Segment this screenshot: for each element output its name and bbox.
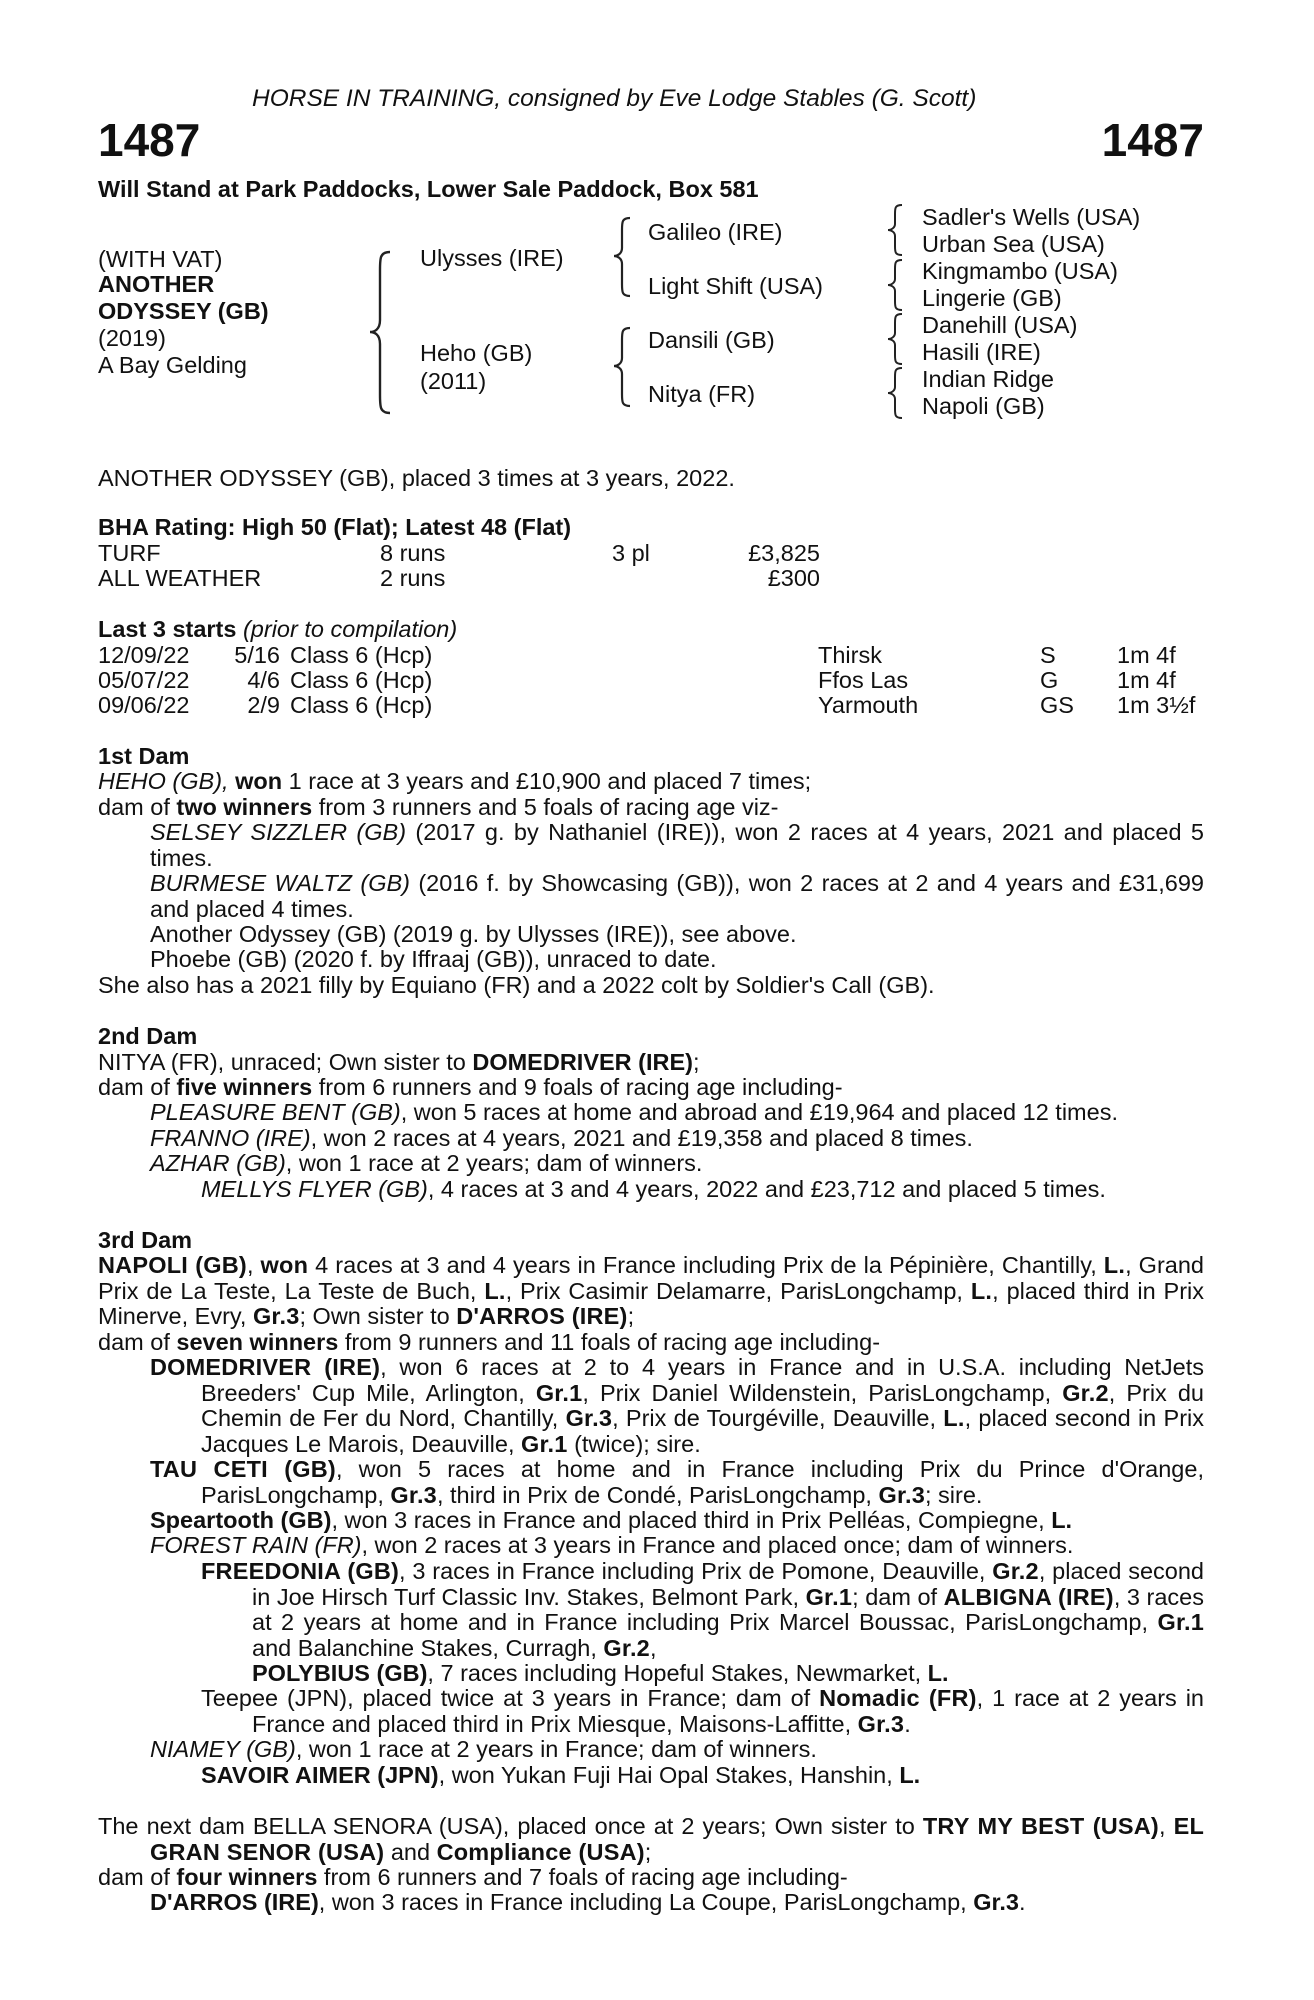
consignor-line: HORSE IN TRAINING, consigned by Eve Lodge Stables (G. Scott) bbox=[252, 85, 977, 112]
sire-dam-dam: Lingerie (GB) bbox=[922, 285, 1062, 311]
rating-surface: TURF bbox=[98, 540, 161, 566]
third-dam-produce-line: dam of seven winners from 9 runners and 11 foals of racing age including- bbox=[98, 1329, 881, 1355]
race-summary: ANOTHER ODYSSEY (GB), placed 3 times at 3 years, 2022. bbox=[98, 465, 735, 491]
brace-nitya bbox=[886, 366, 908, 420]
start-date: 05/07/22 bbox=[98, 667, 190, 693]
brace-galileo bbox=[886, 203, 908, 257]
produce-phoebe: Phoebe (GB) (2020 f. by Iffraaj (GB)), unraced to date. bbox=[150, 946, 717, 972]
last-starts-title: Last 3 starts bbox=[98, 616, 237, 642]
produce-freedonia: FREEDONIA (GB), 3 races in France including Prix de Pomone, Deauville, Gr.2, placed second in Joe Hirsch Turf Classic Inv. Stakes, Belmont Park, Gr.1; dam of ALBIGNA (IRE), 3 races at 2 years at home and in France including Prix Marcel Boussac, ParisLongchamp, Gr.1 and Balanchine Stakes, Curragh, Gr.2, bbox=[201, 1558, 1204, 1661]
produce-teepee: Teepee (JPN), placed twice at 3 years in France; dam of Nomadic (FR), 1 race at 2 years in France and placed third in Prix Miesque, Maisons-Laffitte, Gr.3. bbox=[201, 1685, 1204, 1737]
last-starts-heading bbox=[98, 617, 457, 643]
start-course: Thirsk bbox=[818, 642, 882, 668]
produce-another-odyssey: Another Odyssey (GB) (2019 g. by Ulysses (IRE)), see above. bbox=[150, 921, 797, 947]
dam: Heho (GB) bbox=[420, 340, 533, 366]
dam-sire-dam: Hasili (IRE) bbox=[922, 339, 1041, 365]
dam-sire-sire: Danehill (USA) bbox=[922, 312, 1078, 338]
produce-azhar: AZHAR (GB), won 1 race at 2 years; dam of winners. bbox=[150, 1150, 703, 1176]
dam-sire: Dansili (GB) bbox=[648, 327, 775, 353]
start-position: 4/6 bbox=[247, 667, 280, 693]
start-going: G bbox=[1040, 667, 1059, 693]
start-course: Yarmouth bbox=[818, 692, 919, 718]
lot-number-right: 1487 bbox=[1101, 114, 1204, 166]
second-dam-title: 2nd Dam bbox=[98, 1023, 198, 1049]
start-class: Class 6 (Hcp) bbox=[290, 692, 433, 718]
sire-sire: Galileo (IRE) bbox=[648, 219, 783, 245]
brace-dam-side bbox=[612, 326, 636, 408]
third-dam-title: 3rd Dam bbox=[98, 1227, 193, 1253]
start-class: Class 6 (Hcp) bbox=[290, 667, 433, 693]
next-dam-produce-line: dam of four winners from 6 runners and 7 foals of racing age including- bbox=[98, 1864, 848, 1890]
dam-dam: Nitya (FR) bbox=[648, 381, 756, 407]
stand-location: Will Stand at Park Paddocks, Lower Sale Paddock, Box 581 bbox=[98, 176, 759, 202]
rating-placed: 3 pl bbox=[612, 540, 650, 566]
produce-speartooth: Speartooth (GB), won 3 races in France and placed third in Prix Pelléas, Compiegne, L. bbox=[150, 1507, 1073, 1533]
first-dam-line: HEHO (GB), won 1 race at 3 years and £10,900 and placed 7 times; bbox=[98, 768, 812, 794]
third-dam-napoli: NAPOLI (GB), won 4 races at 3 and 4 years in France including Prix de la Pépinière, Chantilly, L., Grand Prix de La Teste, La Teste de Buch, L., Prix Casimir Delamarre, ParisLongchamp, L., placed third in Prix Minerve, Evry, Gr.3; Own sister to D'ARROS (IRE); bbox=[98, 1252, 1205, 1329]
produce-franno: FRANNO (IRE), won 2 races at 4 years, 2021 and £19,358 and placed 8 times. bbox=[150, 1125, 973, 1151]
produce-mellys-flyer: MELLYS FLYER (GB), 4 races at 3 and 4 years, 2022 and £23,712 and placed 5 times. bbox=[201, 1176, 1106, 1202]
first-dam-title: 1st Dam bbox=[98, 743, 190, 769]
horse-name-line1: ANOTHER bbox=[98, 271, 215, 297]
produce-selsey-sizzler: SELSEY SIZZLER (GB) (2017 g. by Nathaniel (IRE)), won 2 races at 4 years, 2021 and placed 5 times. bbox=[150, 819, 1204, 871]
lot-number-left: 1487 bbox=[98, 114, 201, 166]
produce-polybius: POLYBIUS (GB), 7 races including Hopeful Stakes, Newmarket, L. bbox=[252, 1660, 949, 1686]
start-going: GS bbox=[1040, 692, 1074, 718]
rating-runs: 8 runs bbox=[380, 540, 446, 566]
brace-sire-side bbox=[612, 216, 636, 298]
start-class: Class 6 (Hcp) bbox=[290, 642, 433, 668]
start-distance: 1m 3½f bbox=[1117, 692, 1196, 718]
first-dam-other-produce: She also has a 2021 filly by Equiano (FR) and a 2022 colt by Soldier's Call (GB). bbox=[98, 972, 935, 998]
brace-dansili bbox=[886, 312, 908, 366]
start-distance: 1m 4f bbox=[1117, 667, 1176, 693]
horse-year: (2019) bbox=[98, 325, 166, 351]
vat-note: (WITH VAT) bbox=[98, 246, 223, 272]
rating-earnings: £3,825 bbox=[748, 540, 820, 566]
horse-name-line2: ODYSSEY (GB) bbox=[98, 298, 269, 324]
sire-sire-sire: Sadler's Wells (USA) bbox=[922, 204, 1141, 230]
produce-savoir-aimer: SAVOIR AIMER (JPN), won Yukan Fuji Hai Opal Stakes, Hanshin, L. bbox=[201, 1762, 921, 1788]
next-dam-bella-senora: The next dam BELLA SENORA (USA), placed once at 2 years; Own sister to TRY MY BEST (USA), EL GRAN SENOR (USA) and Compliance (USA); bbox=[98, 1813, 1205, 1865]
first-dam-produce-line: dam of two winners from 3 runners and 5 foals of racing age viz- bbox=[98, 794, 779, 820]
produce-pleasure-bent: PLEASURE BENT (GB), won 5 races at home and abroad and £19,964 and placed 12 times. bbox=[150, 1099, 1118, 1125]
bha-rating-title: BHA Rating: High 50 (Flat); Latest 48 (Flat) bbox=[98, 514, 572, 540]
dam-year: (2011) bbox=[420, 368, 487, 394]
sire: Ulysses (IRE) bbox=[420, 245, 564, 271]
sire-sire-dam: Urban Sea (USA) bbox=[922, 231, 1105, 257]
start-position: 2/9 bbox=[247, 692, 280, 718]
sire-dam: Light Shift (USA) bbox=[648, 273, 824, 299]
produce-niamey: NIAMEY (GB), won 1 race at 2 years in France; dam of winners. bbox=[150, 1736, 817, 1762]
horse-description: A Bay Gelding bbox=[98, 352, 247, 378]
produce-forest-rain: FOREST RAIN (FR), won 2 races at 3 years in France and placed once; dam of winners. bbox=[150, 1532, 1074, 1558]
brace-generation1 bbox=[368, 250, 398, 415]
produce-domedriver: DOMEDRIVER (IRE), won 6 races at 2 to 4 years in France and in U.S.A. including NetJets Breeders' Cup Mile, Arlington, Gr.1, Prix Daniel Wildenstein, ParisLongchamp, Gr.2, Prix du Chemin de Fer du Nord, Chantilly, Gr.3, Prix de Tourgéville, Deauville, L., placed second in Prix Jacques Le Marois, Deauville, Gr.1 (twice); sire. bbox=[150, 1354, 1204, 1457]
dam-dam-sire: Indian Ridge bbox=[922, 366, 1054, 392]
start-position: 5/16 bbox=[234, 642, 280, 668]
second-dam-produce-line: dam of five winners from 6 runners and 9 foals of racing age including- bbox=[98, 1074, 843, 1100]
start-distance: 1m 4f bbox=[1117, 642, 1176, 668]
second-dam-line: NITYA (FR), unraced; Own sister to DOMEDRIVER (IRE); bbox=[98, 1049, 700, 1075]
produce-tau-ceti: TAU CETI (GB), won 5 races at home and in France including Prix du Prince d'Orange, ParisLongchamp, Gr.3, third in Prix de Condé, ParisLongchamp, Gr.3; sire. bbox=[150, 1456, 1204, 1508]
start-course: Ffos Las bbox=[818, 667, 909, 693]
rating-surface: ALL WEATHER bbox=[98, 565, 262, 591]
produce-darros: D'ARROS (IRE), won 3 races in France including La Coupe, ParisLongchamp, Gr.3. bbox=[150, 1889, 1026, 1915]
sire-dam-sire: Kingmambo (USA) bbox=[922, 258, 1118, 284]
last-starts-note: (prior to compilation) bbox=[242, 616, 458, 642]
start-going: S bbox=[1040, 642, 1056, 668]
dam-dam-dam: Napoli (GB) bbox=[922, 393, 1045, 419]
rating-runs: 2 runs bbox=[380, 565, 446, 591]
produce-burmese-waltz: BURMESE WALTZ (GB) (2016 f. by Showcasing (GB)), won 2 races at 2 and 4 years and £31,699 and placed 4 times. bbox=[150, 870, 1205, 922]
start-date: 09/06/22 bbox=[98, 692, 190, 718]
start-date: 12/09/22 bbox=[98, 642, 190, 668]
rating-earnings: £300 bbox=[767, 565, 820, 591]
brace-light-shift bbox=[886, 258, 908, 312]
